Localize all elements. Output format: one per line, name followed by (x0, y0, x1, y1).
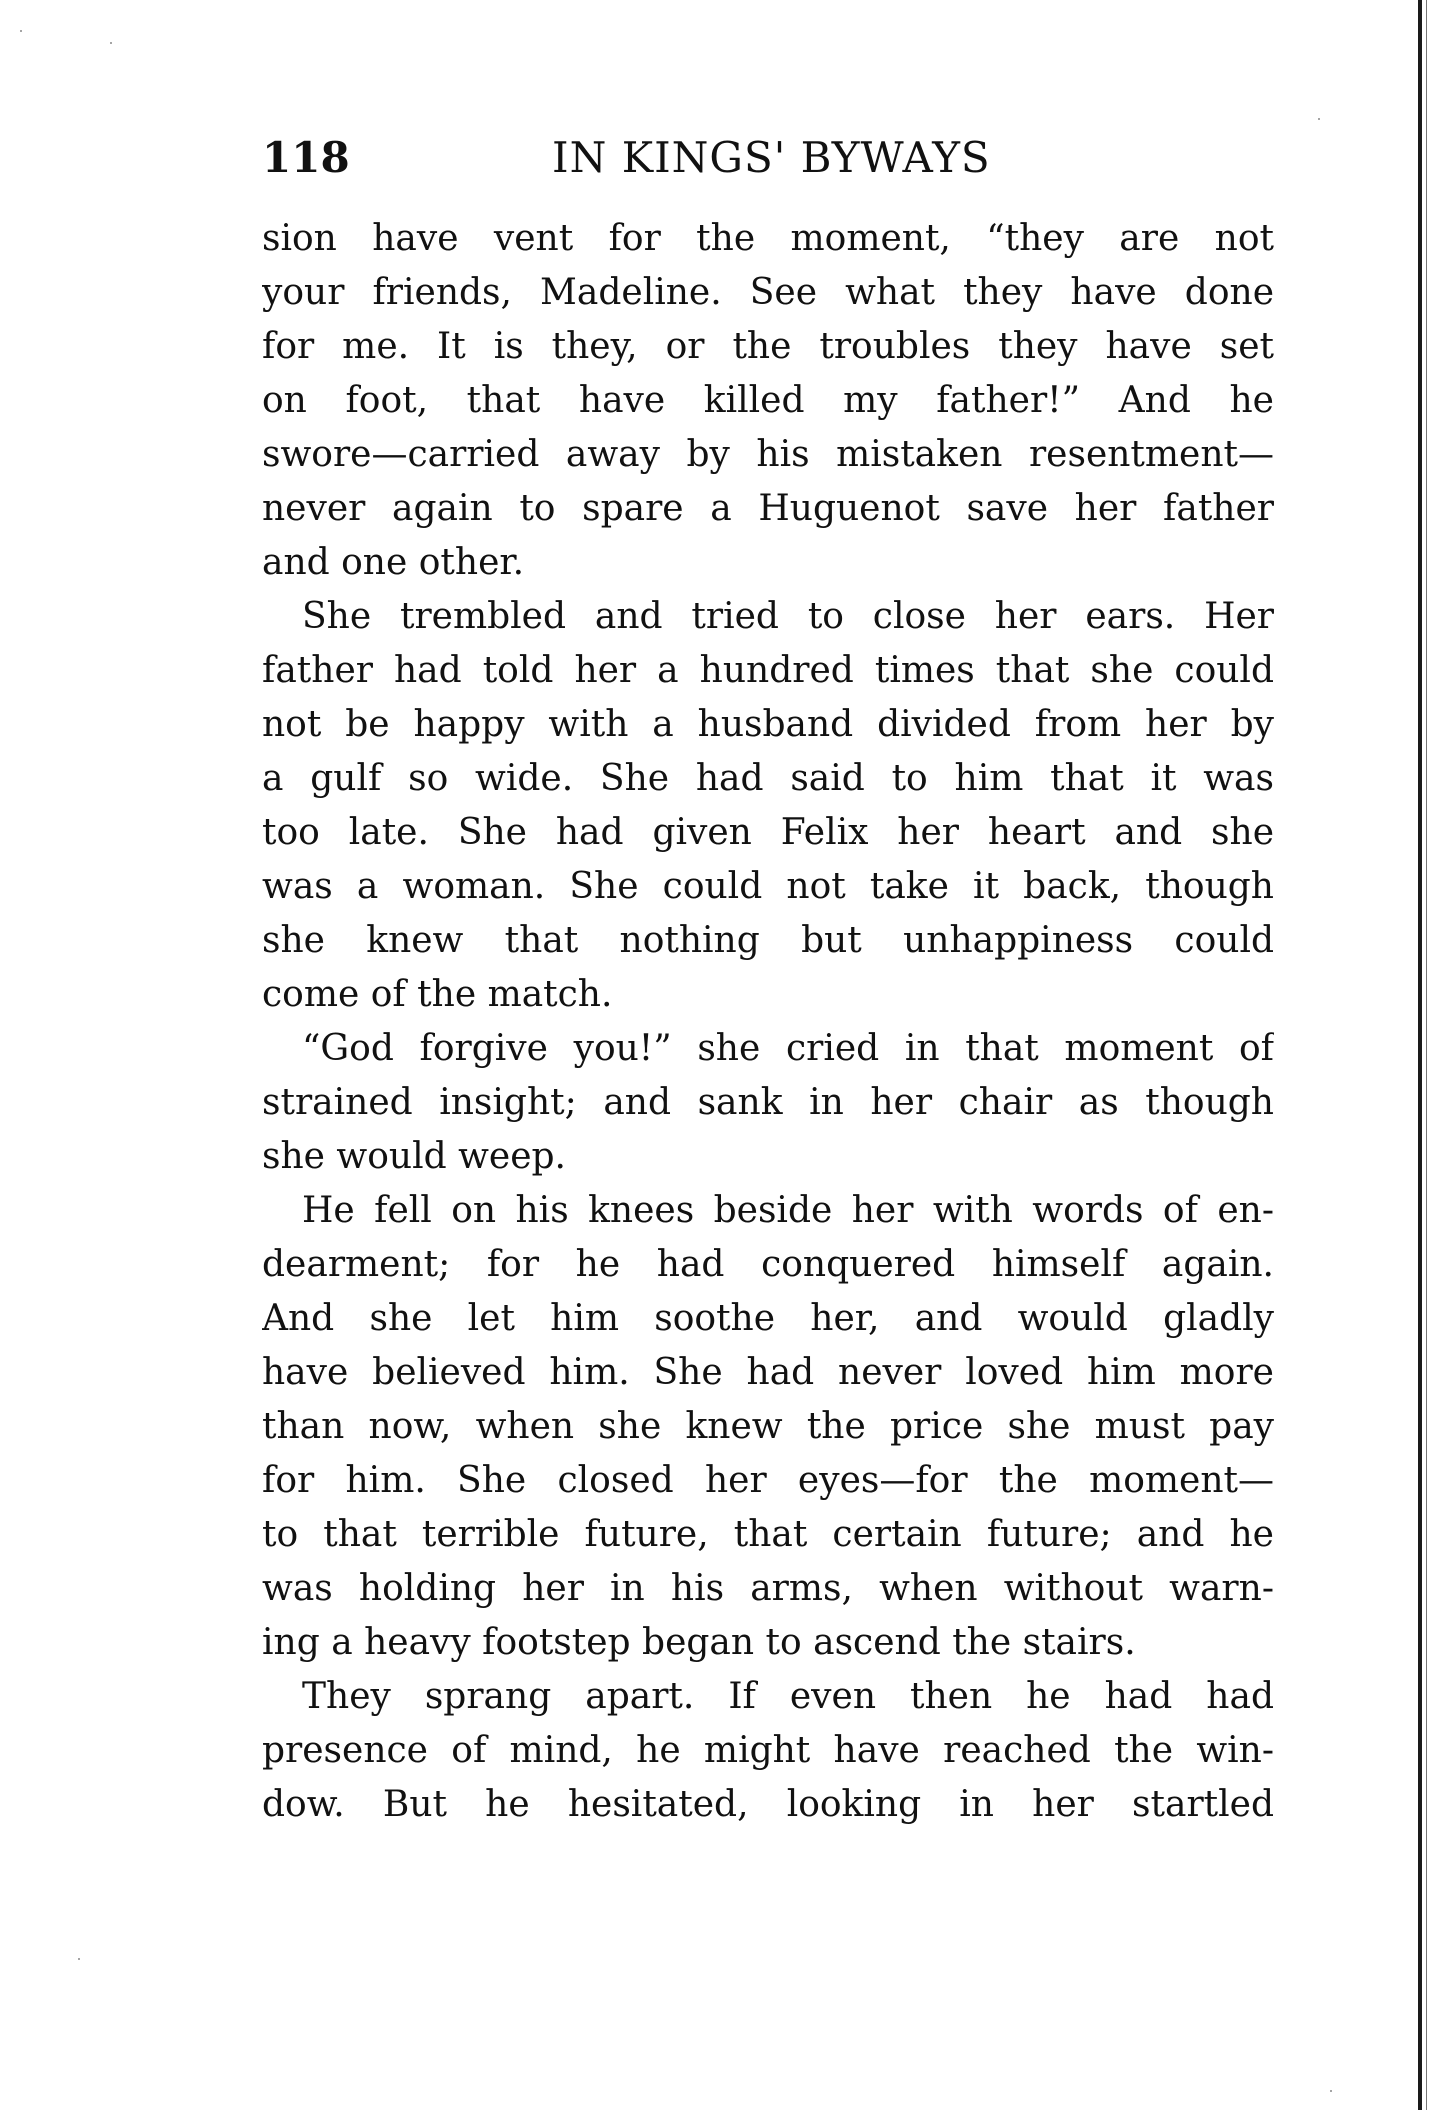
scan-speck (1330, 2090, 1332, 2092)
page-header (262, 128, 998, 188)
text-line: for him. She closed her eyes—for the moment— (262, 1460, 1274, 1501)
text-line: was a woman. She could not take it back, though (262, 866, 1274, 907)
text-line: a gulf so wide. She had said to him that it was (262, 758, 1274, 799)
scan-speck (110, 42, 112, 44)
page-edge-line (1426, 0, 1427, 2110)
text-line: “God forgive you!” she cried in that moment of (302, 1028, 1274, 1069)
text-line: was holding her in his arms, when without warn- (262, 1568, 1274, 1609)
text-line: on foot, that have killed my father!” And he (262, 380, 1274, 421)
page-edge-shadow (1418, 0, 1422, 2110)
page-number: 118 (262, 133, 350, 182)
running-head: IN KINGS' BYWAYS (552, 133, 991, 182)
text-line: They sprang apart. If even then he had had (302, 1676, 1274, 1717)
text-line: ing a heavy footstep began to ascend the stairs. (262, 1622, 1136, 1663)
text-line: She trembled and tried to close her ears. Her (302, 596, 1274, 637)
text-line: and one other. (262, 542, 525, 583)
text-line: come of the match. (262, 974, 613, 1015)
scan-speck (78, 1958, 80, 1960)
text-line: dow. But he hesitated, looking in her startled (262, 1784, 1274, 1825)
text-line: And she let him soothe her, and would gladly (262, 1298, 1274, 1339)
text-line: swore—carried away by his mistaken resentment— (262, 434, 1274, 475)
scan-speck (1318, 118, 1320, 120)
text-line: presence of mind, he might have reached the win- (262, 1730, 1274, 1771)
text-line: father had told her a hundred times that she could (262, 650, 1274, 691)
text-line: to that terrible future, that certain future; and he (262, 1514, 1274, 1555)
text-line: He fell on his knees beside her with words of en- (302, 1190, 1274, 1231)
text-line: she knew that nothing but unhappiness could (262, 920, 1274, 961)
body-text (262, 212, 1274, 1832)
scan-speck (20, 30, 22, 32)
text-line: she would weep. (262, 1136, 566, 1177)
text-line: dearment; for he had conquered himself again. (262, 1244, 1274, 1285)
text-line: than now, when she knew the price she must pay (262, 1406, 1274, 1447)
text-line: too late. She had given Felix her heart and she (262, 812, 1274, 853)
text-line: never again to spare a Huguenot save her father (262, 488, 1274, 529)
text-line: not be happy with a husband divided from her by (262, 704, 1274, 745)
text-line: for me. It is they, or the troubles they have set (262, 326, 1274, 367)
text-line: your friends, Madeline. See what they have done (262, 272, 1274, 313)
text-line: strained insight; and sank in her chair as though (262, 1082, 1274, 1123)
text-line: sion have vent for the moment, “they are not (262, 218, 1274, 259)
text-line: have believed him. She had never loved him more (262, 1352, 1274, 1393)
